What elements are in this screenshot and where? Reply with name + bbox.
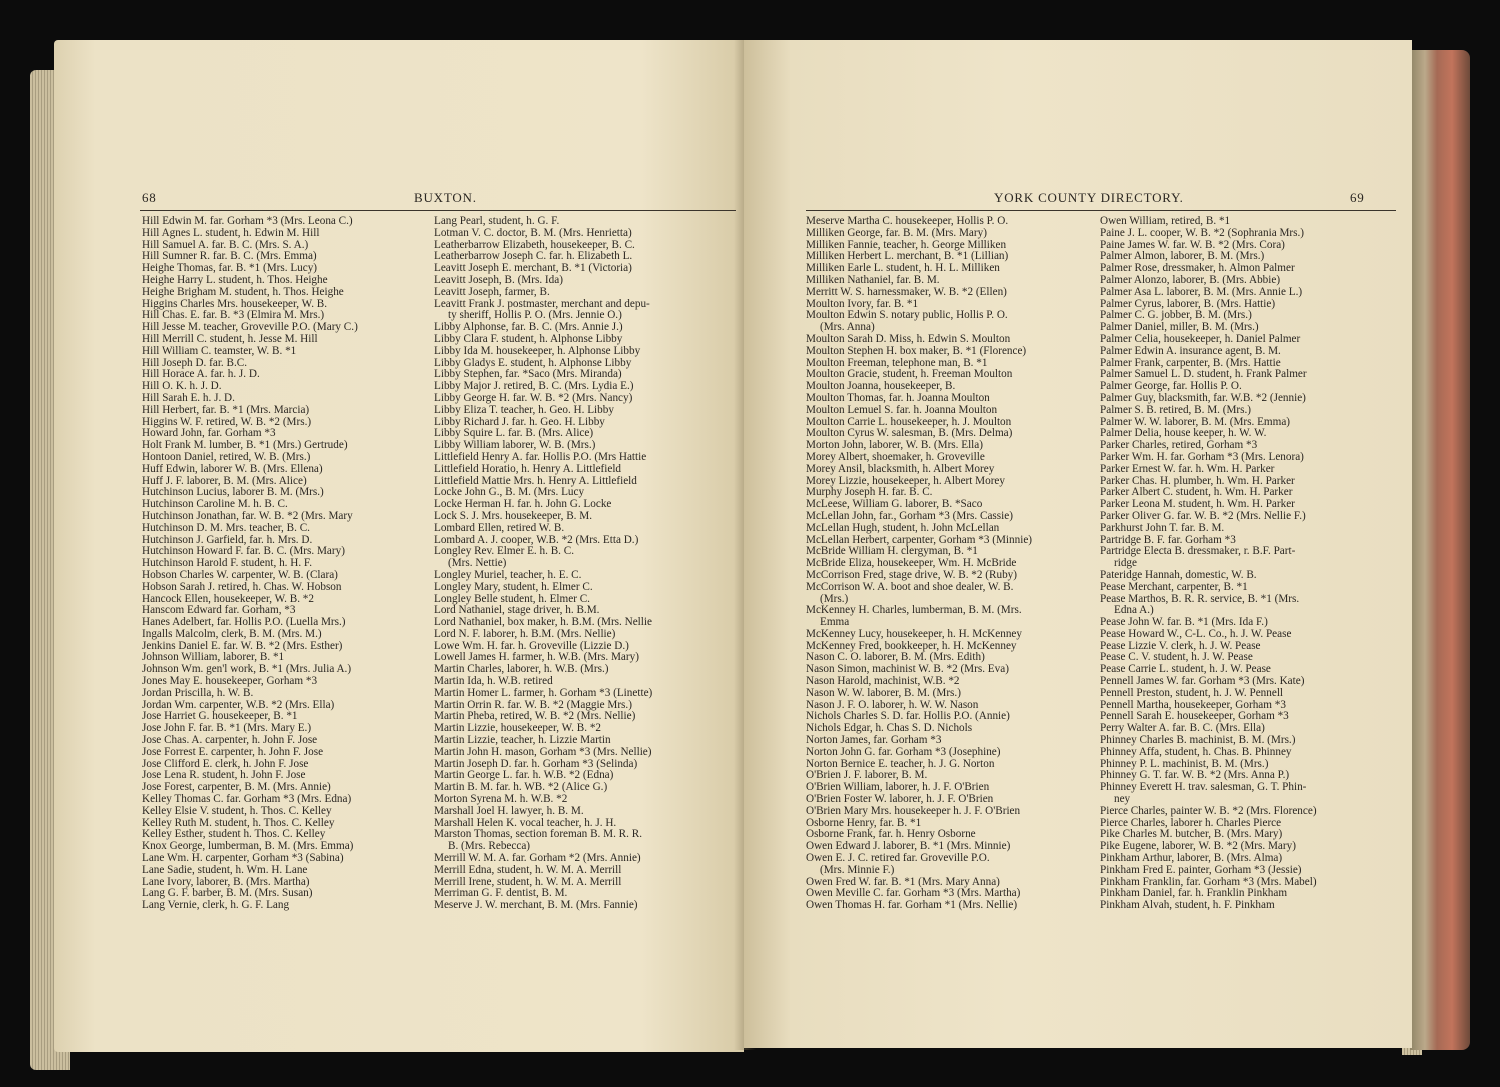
- directory-entry: Hutchinson J. Garfield, far. h. Mrs. D.: [142, 533, 313, 546]
- directory-entry: Libby Eliza T. teacher, h. Geo. H. Libby: [434, 403, 614, 416]
- directory-entry: Locke Herman H. far. h. John G. Locke: [434, 498, 612, 511]
- directory-entry: Morey Albert, shoemaker, h. Groveville: [806, 450, 985, 463]
- page-number: 69: [1350, 190, 1365, 205]
- directory-entry: Heighe Thomas, far. B. *1 (Mrs. Lucy): [142, 262, 318, 275]
- directory-entry: Libby Stephen, far. *Saco (Mrs. Miranda): [434, 368, 622, 381]
- directory-entry: Moulton Sarah D. Miss, h. Edwin S. Moulton: [806, 332, 1011, 345]
- directory-entry: Leavitt Joseph, farmer, B.: [434, 285, 550, 298]
- directory-entry: Johnson Wm. gen'l work, B. *1 (Mrs. Julia A.): [142, 663, 352, 676]
- directory-entry: Palmer Asa L. laborer, B. M. (Mrs. Annie L.): [1100, 285, 1303, 298]
- directory-entry: Martin Lizzie, teacher, h. Lizzie Martin: [434, 734, 611, 747]
- directory-entry: Lotman V. C. doctor, B. M. (Mrs. Henrietta): [434, 226, 632, 239]
- directory-entry: Hill Chas. E. far. B. *3 (Elmira M. Mrs.): [142, 309, 325, 322]
- directory-entry: Libby Major J. retired, B. C. (Mrs. Lydia E.): [434, 380, 634, 393]
- directory-entry: Nason Simon, machinist W. B. *2 (Mrs. Eva): [806, 663, 1009, 676]
- directory-entry: Jordan Wm. carpenter, W.B. *2 (Mrs. Ella): [142, 698, 335, 711]
- directory-entry: (Mrs. Nettie): [448, 557, 507, 570]
- directory-entry: O'Brien J. F. laborer, B. M.: [806, 769, 928, 782]
- directory-entry: Morton John, laborer, W. B. (Mrs. Ella): [806, 439, 983, 452]
- directory-entry: Knox George, lumberman, B. M. (Mrs. Emma): [142, 840, 354, 853]
- directory-entry: McCorrison Fred, stage drive, W. B. *2 (Ruby): [806, 568, 1017, 581]
- directory-entry: Hutchinson Jonathan, far. W. B. *2 (Mrs. Mary: [142, 509, 353, 522]
- directory-entry: Libby Gladys E. student, h. Alphonse Libby: [434, 356, 632, 369]
- directory-entry: Hutchinson Howard F. far. B. C. (Mrs. Mary): [142, 545, 345, 558]
- running-head: BUXTON.: [414, 190, 477, 205]
- directory-entry: Phinney Everett H. trav. salesman, G. T. Phin-: [1100, 781, 1307, 794]
- directory-entry: Martin Charles, laborer, h. W.B. (Mrs.): [434, 663, 609, 676]
- directory-entry: Moulton Freeman, telephone man, B. *1: [806, 356, 988, 369]
- directory-entry: B. (Mrs. Rebecca): [448, 840, 531, 853]
- directory-entry: Martin Orrin R. far. W. B. *2 (Maggie Mrs.): [434, 698, 632, 711]
- page-number: 68: [142, 190, 157, 205]
- directory-entry: Osborne Henry, far. B. *1: [806, 816, 922, 829]
- directory-entry: Martin B. M. far. h. WB. *2 (Alice G.): [434, 781, 608, 794]
- directory-entry: (Mrs. Minnie F.): [820, 863, 895, 876]
- directory-entry: Leavitt Joseph, B. (Mrs. Ida): [434, 273, 563, 286]
- directory-entry: Jose Clifford E. clerk, h. John F. Jose: [142, 757, 309, 770]
- directory-entry: Milliken Earle L. student, h. H. L. Milliken: [806, 262, 1000, 275]
- directory-entry: Phinney Affa, student, h. Chas. B. Phinney: [1100, 745, 1292, 758]
- directory-entry: Martin John H. mason, Gorham *3 (Mrs. Nellie): [434, 745, 652, 758]
- directory-entry: Milliken George, far. B. M. (Mrs. Mary): [806, 226, 987, 239]
- directory-entry: McLellan Hugh, student, h. John McLellan: [806, 521, 1000, 534]
- directory-entry: Jordan Priscilla, h. W. B.: [142, 686, 254, 699]
- directory-entry: Jose Lena R. student, h. John F. Jose: [142, 769, 306, 782]
- directory-entry: Hanscom Edward far. Gorham, *3: [142, 604, 296, 617]
- directory-entry: Pinkham Fred E. painter, Gorham *3 (Jessie): [1100, 863, 1302, 876]
- directory-entry: Hutchinson Harold F. student, h. H. F.: [142, 557, 313, 570]
- directory-entry: Leavitt Frank J. postmaster, merchant and depu-: [434, 297, 650, 310]
- directory-entry: Hill O. K. h. J. D.: [142, 380, 222, 393]
- directory-entry: Hill William C. teamster, W. B. *1: [142, 344, 297, 357]
- directory-entry: Edna A.): [1114, 604, 1154, 617]
- directory-entry: Martin Homer L. farmer, h. Gorham *3 (Linette): [434, 686, 653, 699]
- directory-entry: Lord Nathaniel, stage driver, h. B.M.: [434, 604, 600, 617]
- directory-entry: Partridge Electa B. dressmaker, r. B.F. Part-: [1100, 545, 1296, 558]
- directory-entry: Lang Pearl, student, h. G. F.: [434, 215, 560, 227]
- directory-entry: Moulton Carrie L. housekeeper, h. J. Moulton: [806, 415, 1012, 428]
- directory-entry: Holt Frank M. lumber, B. *1 (Mrs.) Gertrude): [142, 439, 348, 452]
- directory-entry: Hill Sarah E. h. J. D.: [142, 391, 235, 404]
- directory-entry: Longley Mary, student, h. Elmer C.: [434, 580, 593, 593]
- directory-entry: Lang Vernie, clerk, h. G. F. Lang: [142, 899, 290, 912]
- directory-entry: Moulton Edwin S. notary public, Hollis P. O.: [806, 309, 1008, 322]
- directory-entry: Phinney P. L. machinist, B. M. (Mrs.): [1100, 757, 1269, 770]
- directory-entry: Pierce Charles, laborer h. Charles Pierce: [1100, 816, 1282, 829]
- directory-entry: Milliken Nathaniel, far. B. M.: [806, 273, 940, 286]
- directory-entry: Pease C. V. student, h. J. W. Pease: [1100, 651, 1253, 664]
- directory-entry: Owen Thomas H. far. Gorham *1 (Mrs. Nellie): [806, 899, 1018, 912]
- directory-entry: Moulton Stephen H. box maker, B. *1 (Florence): [806, 344, 1027, 357]
- directory-entry: Pease Carrie L. student, h. J. W. Pease: [1100, 663, 1271, 676]
- directory-entry: Heighe Brigham M. student, h. Thos. Heighe: [142, 285, 344, 298]
- directory-entry: Libby Alphonse, far. B. C. (Mrs. Annie J.): [434, 321, 623, 334]
- directory-entry: Marshall Helen K. vocal teacher, h. J. H.: [434, 816, 617, 829]
- directory-entry: Martin Lizzie, housekeeper, W. B. *2: [434, 722, 602, 735]
- directory-entry: Palmer Frank, carpenter, B. (Mrs. Hattie: [1100, 356, 1281, 369]
- directory-entry: Littlefield Horatio, h. Henry A. Littlefield: [434, 462, 622, 475]
- directory-entry: Johnson William, laborer, B. *1: [142, 651, 285, 664]
- directory-entry: Moulton Cyrus W. salesman, B. (Mrs. Delma): [806, 427, 1013, 440]
- directory-entry: Longley Muriel, teacher, h. E. C.: [434, 568, 582, 581]
- directory-entry: Longley Rev. Elmer E. h. B. C.: [434, 545, 575, 558]
- directory-entry: Higgins W. F. retired, W. B. *2 (Mrs.): [142, 415, 312, 428]
- directory-entry: Palmer Delia, house keeper, h. W. W.: [1100, 427, 1267, 440]
- directory-entry: ty sheriff, Hollis P. O. (Mrs. Jennie O.): [448, 309, 622, 322]
- directory-entry: Hontoon Daniel, retired, W. B. (Mrs.): [142, 450, 311, 463]
- directory-entry: Higgins Charles Mrs. housekeeper, W. B.: [142, 297, 328, 310]
- directory-entry: Lowell James H. farmer, h. W.B. (Mrs. Mary): [434, 651, 639, 664]
- book-cover-edge: [1410, 50, 1470, 1050]
- directory-entry: Phinney Charles B. machinist, B. M. (Mrs.): [1100, 734, 1296, 747]
- directory-entry: Owen William, retired, B. *1: [1100, 215, 1231, 227]
- directory-entry: Osborne Frank, far. h. Henry Osborne: [806, 828, 976, 841]
- header-rule: [140, 210, 736, 211]
- directory-entry: Palmer Daniel, miller, B. M. (Mrs.): [1100, 321, 1259, 334]
- directory-entry: Meserve J. W. merchant, B. M. (Mrs. Fannie): [434, 899, 638, 912]
- directory-entry: Moulton Ivory, far. B. *1: [806, 297, 919, 310]
- directory-entry: Morey Lizzie, housekeeper, h. Albert Morey: [806, 474, 1005, 487]
- directory-entry: Kelley Elsie V. student, h. Thos. C. Kelley: [142, 804, 332, 817]
- directory-entry: Pennell Martha, housekeeper, Gorham *3: [1100, 698, 1286, 711]
- directory-entry: Littlefield Henry A. far. Hollis P.O. (Mrs Hattie: [434, 450, 647, 463]
- directory-entry: Merritt W. S. harnessmaker, W. B. *2 (Ellen): [806, 285, 1007, 298]
- directory-entry: Lombard Ellen, retired W. B.: [434, 521, 565, 534]
- directory-entry: McLellan John, far., Gorham *3 (Mrs. Cassie): [806, 509, 1013, 522]
- directory-entry: Palmer Celia, housekeeper, h. Daniel Palmer: [1100, 332, 1301, 345]
- directory-entry: Kelley Thomas C. far. Gorham *3 (Mrs. Edna): [142, 793, 352, 806]
- directory-entry: Jose Chas. A. carpenter, h. John F. Jose: [142, 734, 318, 747]
- directory-column-right-2: [1100, 216, 1317, 912]
- directory-entry: Palmer Guy, blacksmith, far. W.B. *2 (Jennie): [1100, 391, 1306, 404]
- directory-entry: Hill Sumner R. far. B. C. (Mrs. Emma): [142, 250, 317, 263]
- directory-entry: Lane Ivory, laborer, B. (Mrs. Martha): [142, 875, 310, 888]
- directory-entry: McKenney Fred, bookkeeper, h. H. McKenney: [806, 639, 1017, 652]
- directory-column-left-1: [142, 216, 358, 912]
- header-rule: [806, 210, 1396, 211]
- directory-entry: Pease Merchant, carpenter, B. *1: [1100, 580, 1248, 593]
- directory-entry: Nason J. F. O. laborer, h. W. W. Nason: [806, 698, 979, 711]
- directory-entry: Hill Merrill C. student, h. Jesse M. Hill: [142, 332, 318, 345]
- directory-entry: Moulton Gracie, student, h. Freeman Moulton: [806, 368, 1013, 381]
- directory-entry: Marston Thomas, section foreman B. M. R. R.: [434, 828, 642, 841]
- directory-entry: Merrill Irene, student, h. W. M. A. Merrill: [434, 875, 622, 888]
- directory-entry: McBride William H. clergyman, B. *1: [806, 545, 978, 558]
- directory-entry: Merrill W. M. A. far. Gorham *2 (Mrs. Annie): [434, 852, 641, 865]
- directory-entry: Jose Forrest E. carpenter, h. John F. Jose: [142, 745, 324, 758]
- directory-entry: Jose Harriet G. housekeeper, B. *1: [142, 710, 298, 723]
- directory-entry: Palmer Samuel L. D. student, h. Frank Palmer: [1100, 368, 1307, 381]
- directory-entry: Owen Meville C. far. Gorham *3 (Mrs. Martha): [806, 887, 1021, 900]
- directory-entry: Jenkins Daniel E. far. W. B. *2 (Mrs. Esther): [142, 639, 343, 652]
- directory-entry: Parker Leona M. student, h. Wm. H. Parker: [1100, 498, 1295, 511]
- directory-entry: Pinkham Daniel, far. h. Franklin Pinkham: [1100, 887, 1288, 900]
- directory-entry: Kelley Esther, student h. Thos. C. Kelley: [142, 828, 326, 841]
- directory-entry: Palmer Edwin A. insurance agent, B. M.: [1100, 344, 1281, 357]
- directory-entry: Parker Wm. H. far. Gorham *3 (Mrs. Lenora): [1100, 450, 1304, 463]
- directory-entry: Owen E. J. C. retired far. Groveville P.O.: [806, 852, 990, 865]
- directory-entry: Nason W. W. laborer, B. M. (Mrs.): [806, 686, 961, 699]
- directory-entry: Kelley Ruth M. student, h. Thos. C. Kelley: [142, 816, 335, 829]
- directory-entry: Lang G. F. barber, B. M. (Mrs. Susan): [142, 887, 313, 900]
- directory-entry: McLeese, William G. laborer, B. *Saco: [806, 498, 983, 511]
- open-directory-book: [30, 40, 1450, 1062]
- directory-entry: Huff J. F. laborer, B. M. (Mrs. Alice): [142, 474, 307, 487]
- directory-entry: Palmer W. W. laborer, B. M. (Mrs. Emma): [1100, 415, 1291, 428]
- directory-entry: Leatherbarrow Elizabeth, housekeeper, B. C.: [434, 238, 635, 251]
- directory-entry: Lombard A. J. cooper, W.B. *2 (Mrs. Etta D.): [434, 533, 639, 546]
- directory-entry: Meserve Martha C. housekeeper, Hollis P. O.: [806, 215, 1009, 227]
- directory-entry: Palmer Rose, dressmaker, h. Almon Palmer: [1100, 262, 1295, 275]
- directory-entry: Pike Charles M. butcher, B. (Mrs. Mary): [1100, 828, 1283, 841]
- directory-entry: Pennell Preston, student, h. J. W. Pennell: [1100, 686, 1284, 699]
- directory-entry: Palmer Almon, laborer, B. M. (Mrs.): [1100, 250, 1265, 263]
- directory-entry: Parkhurst John T. far. B. M.: [1100, 521, 1225, 534]
- directory-entry: Parker Chas. H. plumber, h. Wm. H. Parker: [1100, 474, 1295, 487]
- directory-entry: Milliken Herbert L. merchant, B. *1 (Lillian): [806, 250, 1009, 263]
- directory-entry: Martin Joseph D. far. h. Gorham *3 (Selinda): [434, 757, 638, 770]
- directory-entry: Lord Nathaniel, box maker, h. B.M. (Mrs. Nellie: [434, 616, 652, 629]
- directory-entry: Pease Howard W., C-L. Co., h. J. W. Pease: [1100, 627, 1292, 640]
- directory-entry: Parker Charles, retired, Gorham *3: [1100, 439, 1258, 452]
- directory-entry: McBride Eliza, housekeeper, Wm. H. McBride: [806, 557, 1017, 570]
- directory-entry: Pennell Sarah E. housekeeper, Gorham *3: [1100, 710, 1289, 723]
- directory-entry: Hill Joseph D. far. B.C.: [142, 356, 248, 369]
- directory-entry: McLellan Herbert, carpenter, Gorham *3 (Minnie): [806, 533, 1033, 546]
- directory-entry: Partridge B. F. far. Gorham *3: [1100, 533, 1236, 546]
- directory-entry: Palmer Cyrus, laborer, B. (Mrs. Hattie): [1100, 297, 1276, 310]
- directory-entry: Pike Eugene, laborer, W. B. *2 (Mrs. Mary): [1100, 840, 1296, 853]
- directory-entry: Pinkham Franklin, far. Gorham *3 (Mrs. Mabel): [1100, 875, 1317, 888]
- directory-entry: Pierce Charles, painter W. B. *2 (Mrs. Florence): [1100, 804, 1317, 817]
- directory-entry: Moulton Joanna, housekeeper, B.: [806, 380, 956, 393]
- directory-entry: Norton James, far. Gorham *3: [806, 734, 942, 747]
- directory-entry: Milliken Fannie, teacher, h. George Milliken: [806, 238, 1007, 251]
- directory-entry: Locke John G., B. M. (Mrs. Lucy: [434, 486, 585, 499]
- directory-entry: Hutchinson Caroline M. h. B. C.: [142, 498, 288, 511]
- directory-entry: Martin George L. far. h. W.B. *2 (Edna): [434, 769, 614, 782]
- directory-entry: Palmer C. G. jobber, B. M. (Mrs.): [1100, 309, 1252, 322]
- directory-entry: Hutchinson Lucius, laborer B. M. (Mrs.): [142, 486, 324, 499]
- directory-entry: Morton Syrena M. h. W.B. *2: [434, 793, 568, 806]
- directory-entry: Norton John G. far. Gorham *3 (Josephine): [806, 745, 1001, 758]
- directory-entry: Lock S. J. Mrs. housekeeper, B. M.: [434, 509, 593, 522]
- directory-entry: Owen Edward J. laborer, B. *1 (Mrs. Minnie): [806, 840, 1011, 853]
- directory-entry: Pennell James W. far. Gorham *3 (Mrs. Kate): [1100, 675, 1305, 688]
- directory-entry: Hill Herbert, far. B. *1 (Mrs. Marcia): [142, 403, 310, 416]
- directory-entry: ney: [1114, 793, 1131, 806]
- directory-entry: Palmer Alonzo, laborer, B. (Mrs. Abbie): [1100, 273, 1281, 286]
- directory-entry: McKenney Lucy, housekeeper, h. H. McKenney: [806, 627, 1022, 640]
- directory-entry: Hobson Charles W. carpenter, W. B. (Clara): [142, 568, 338, 581]
- left-page: [54, 40, 744, 1052]
- directory-entry: Huff Edwin, laborer W. B. (Mrs. Ellena): [142, 462, 323, 475]
- directory-entry: Nason C. O. laborer, B. M. (Mrs. Edith): [806, 651, 985, 664]
- directory-entry: Merrill Edna, student, h. W. M. A. Merrill: [434, 863, 622, 876]
- directory-entry: O'Brien William, laborer, h. J. F. O'Brien: [806, 781, 990, 794]
- directory-entry: Lord N. F. laborer, h. B.M. (Mrs. Nellie): [434, 627, 616, 640]
- directory-entry: Merriman G. F. dentist, B. M.: [434, 887, 568, 900]
- directory-entry: Perry Walter A. far. B. C. (Mrs. Ella): [1100, 722, 1265, 735]
- directory-entry: McKenney H. Charles, lumberman, B. M. (Mrs.: [806, 604, 1022, 617]
- directory-entry: Hobson Sarah J. retired, h. Chas. W. Hobson: [142, 580, 342, 593]
- directory-entry: Lowe Wm. H. far. h. Groveville (Lizzie D.): [434, 639, 629, 652]
- directory-entry: O'Brien Mary Mrs. housekeeper h. J. F. O'Brien: [806, 804, 1021, 817]
- directory-entry: Parker Oliver G. far. W. B. *2 (Mrs. Nellie F.): [1100, 509, 1306, 522]
- directory-entry: Pinkham Arthur, laborer, B. (Mrs. Alma): [1100, 852, 1283, 865]
- directory-entry: Moulton Lemuel S. far. h. Joanna Moulton: [806, 403, 998, 416]
- directory-entry: (Mrs. Anna): [820, 321, 875, 334]
- directory-entry: Phinney G. T. far. W. B. *2 (Mrs. Anna P.): [1100, 769, 1290, 782]
- directory-entry: Hutchinson D. M. Mrs. teacher, B. C.: [142, 521, 310, 534]
- directory-entry: O'Brien Foster W. laborer, h. J. F. O'Brien: [806, 793, 994, 806]
- directory-entry: Morey Ansil, blacksmith, h. Albert Morey: [806, 462, 995, 475]
- directory-entry: Nichols Charles S. D. far. Hollis P.O. (Annie): [806, 710, 1010, 723]
- directory-entry: Hill Samuel A. far. B. C. (Mrs. S. A.): [142, 238, 309, 251]
- directory-entry: Hill Horace A. far. h. J. D.: [142, 368, 260, 381]
- directory-entry: Jose John F. far. B. *1 (Mrs. Mary E.): [142, 722, 312, 735]
- directory-entry: Moulton Thomas, far. h. Joanna Moulton: [806, 391, 990, 404]
- directory-entry: Jones May E. housekeeper, Gorham *3: [142, 675, 318, 688]
- directory-entry: Leavitt Joseph E. merchant, B. *1 (Victoria): [434, 262, 632, 275]
- directory-entry: Howard John, far. Gorham *3: [142, 427, 276, 440]
- directory-entry: Heighe Harry L. student, h. Thos. Heighe: [142, 273, 328, 286]
- directory-entry: Parker Ernest W. far. h. Wm. H. Parker: [1100, 462, 1275, 475]
- directory-entry: Jose Forest, carpenter, B. M. (Mrs. Annie): [142, 781, 331, 794]
- directory-entry: Libby Richard J. far. h. Geo. H. Libby: [434, 415, 605, 428]
- directory-entry: Leatherbarrow Joseph C. far. h. Elizabeth L.: [434, 250, 633, 263]
- directory-entry: Pease Marthos, B. R. R. service, B. *1 (Mrs.: [1100, 592, 1300, 605]
- directory-entry: Ingalls Malcolm, clerk, B. M. (Mrs. M.): [142, 627, 322, 640]
- directory-entry: (Mrs.): [820, 592, 849, 605]
- directory-entry: Hill Agnes L. student, h. Edwin M. Hill: [142, 226, 320, 239]
- directory-entry: McCorrison W. A. boot and shoe dealer, W. B.: [806, 580, 1014, 593]
- directory-entry: Hancock Ellen, housekeeper, W. B. *2: [142, 592, 314, 605]
- directory-entry: Murphy Joseph H. far. B. C.: [806, 486, 933, 499]
- directory-entry: Martin Pheba, retired, W. B. *2 (Mrs. Nellie): [434, 710, 636, 723]
- running-head: YORK COUNTY DIRECTORY.: [994, 190, 1184, 205]
- directory-entry: Pinkham Alvah, student, h. F. Pinkham: [1100, 899, 1275, 912]
- directory-entry: Paine J. L. cooper, W. B. *2 (Sophrania Mrs.): [1100, 226, 1305, 239]
- directory-entry: Littlefield Mattie Mrs. h. Henry A. Littlefield: [434, 474, 637, 487]
- directory-entry: Pateridge Hannah, domestic, W. B.: [1100, 568, 1257, 581]
- directory-entry: Emma: [820, 616, 850, 629]
- directory-entry: Hanes Adelbert, far. Hollis P.O. (Luella Mrs.): [142, 616, 346, 629]
- directory-entry: Libby William laborer, W. B. (Mrs.): [434, 439, 596, 452]
- directory-entry: Hill Edwin M. far. Gorham *3 (Mrs. Leona C.): [142, 215, 353, 227]
- directory-column-left-2: [434, 216, 652, 912]
- directory-entry: Nason Harold, machinist, W.B. *2: [806, 675, 960, 688]
- directory-entry: Palmer George, far. Hollis P. O.: [1100, 380, 1242, 393]
- directory-entry: Paine James W. far. W. B. *2 (Mrs. Cora): [1100, 238, 1285, 251]
- directory-entry: Palmer S. B. retired, B. M. (Mrs.): [1100, 403, 1252, 416]
- directory-entry: Nichols Edgar, h. Chas S. D. Nichols: [806, 722, 973, 735]
- directory-entry: Lane Wm. H. carpenter, Gorham *3 (Sabina): [142, 852, 344, 865]
- directory-entry: Owen Fred W. far. B. *1 (Mrs. Mary Anna): [806, 875, 1000, 888]
- directory-entry: Hill Jesse M. teacher, Groveville P.O. (Mary C.): [142, 321, 358, 334]
- directory-entry: Norton Bernice E. teacher, h. J. G. Norton: [806, 757, 995, 770]
- directory-entry: Pease Lizzie V. clerk, h. J. W. Pease: [1100, 639, 1261, 652]
- directory-entry: Parker Albert C. student, h. Wm. H. Parker: [1100, 486, 1293, 499]
- directory-entry: Marshall Joel H. lawyer, h. B. M.: [434, 804, 584, 817]
- right-page: [744, 40, 1412, 1048]
- directory-column-right-1: [806, 216, 1032, 912]
- directory-entry: Lane Sadie, student, h. Wm. H. Lane: [142, 863, 308, 876]
- directory-entry: Libby Ida M. housekeeper, h. Alphonse Libby: [434, 344, 641, 357]
- directory-entry: Pease John W. far. B. *1 (Mrs. Ida F.): [1100, 616, 1268, 629]
- directory-entry: Libby Clara F. student, h. Alphonse Libby: [434, 332, 623, 345]
- directory-entry: Longley Belle student, h. Elmer C.: [434, 592, 590, 605]
- directory-entry: Libby Squire L. far. B. (Mrs. Alice): [434, 427, 594, 440]
- directory-entry: Libby George H. far. W. B. *2 (Mrs. Nancy): [434, 391, 633, 404]
- directory-entry: ridge: [1114, 557, 1137, 570]
- directory-entry: Martin Ida, h. W.B. retired: [434, 675, 553, 688]
